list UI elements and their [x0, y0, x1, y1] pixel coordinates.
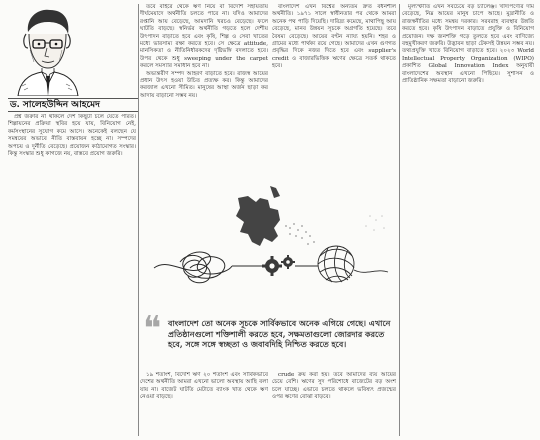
quote-icon: ❝ [143, 309, 162, 349]
article-column-1 [8, 114, 136, 436]
economy-illustration [140, 176, 396, 302]
column-1-text: প্রশ্ন জরুরি না থাকলে দেশ কিছুটা চলে যেতে পারত। শিল্পায়নের প্রক্রিয়া স্থবির হয়ে যায়, বিনিয়োগ নেই, কর্মসংস্থানের সুযোগ কমে আসে। অনেকেই বলছেন যে সমন্বয়ের অভাবে নীতি বাস্তবায়ন হচ্ছে না। সম্পদের অপচয় ও দুর্নীতি বেড়েছে। প্রয়োজন কাঠামোগত সংস্কার। কিন্তু সংস্কার শুধু কাগজে নয়, বাস্তবে প্রয়োগ জরুরি। [8, 114, 136, 158]
column-2-text-b: অভ্যন্তরীণ সম্পদ আহরণ বাড়াতে হবে। রাজস্ব আয়ের প্রধান উৎস হওয়া উচিত প্রত্যক্ষ কর। কিন্তু আমাদের করজাল এখনো সীমিত। মানুষের আস্থা অর্জন ছাড়া কর আদায় বাড়ানো সম্ভব নয়। [140, 70, 268, 99]
column-4-text: মূল্যস্ফীতি এখন সবচেয়ে বড় চ্যালেঞ্জ। খাদ্যপণ্যের দাম বেড়েছে, নিম্ন আয়ের মানুষ চাপে আছে। মুদ্রানীতি ও রাজস্বনীতির মধ্যে সমন্বয় দরকার। সরবরাহ ব্যবস্থার উন্নতি করতে হবে। কৃষি উৎপাদন বাড়াতে প্রযুক্তি ও বিনিয়োগ প্রয়োজন। দক্ষ জনশক্তি গড়ে তুলতে হবে এবং বাণিজ্যে বহুমুখীকরণ জরুরি। উদ্ভাবন ছাড়া টেকসই উন্নয়ন সম্ভব নয়। তথ্যপ্রযুক্তি খাতে বিনিয়োগ বাড়াতে হবে। ২০২৩ World Intellectual Property Organization (WIPO) প্রকাশিত Global Innovation Index অনুযায়ী বাংলাদেশের অবস্থান এখনো পিছিয়ে। সুশাসন ও প্রাতিষ্ঠানিক সক্ষমতা বাড়ানো জরুরি। [402, 4, 534, 85]
article-column-2-bottom [140, 372, 268, 436]
gear-icon [262, 255, 295, 276]
article-column-3-bottom [272, 372, 396, 436]
column-divider [399, 4, 400, 436]
pull-quote: বাংলাদেশ তো অনেক সূচকে সার্বিকভাবে অনেক এগিয়ে গেছে। এখানে প্রতিষ্ঠানগুলো শক্তিশালী করতে হবে, সক্ষমতাগুলো জোরদার করতে হবে, সঙ্গে সঙ্গে স্বচ্ছতা ও জবাবদিহি নিশ্চিত করতে হবে। [168, 318, 391, 349]
yarn-ball-icon [318, 246, 354, 282]
column-3-bottom-text: crude ক্রয় করা হয়। তবে আমাদের ব্যয় আয়ের চেয়ে বেশি। ঋণের সুদ পরিশোধে বাজেটের বড় অংশ চলে যাচ্ছে। এভাবে চলতে থাকলে ভবিষ্যৎ প্রজন্মের ওপর ঋণের বোঝা বাড়বে। [272, 372, 396, 401]
column-2-text-a: তবে বাইরে থেকে ঋণ নিয়ে বা বিদেশি সহায়তায় দীর্ঘমেয়াদে অর্থনীতি চলতে পারে না। যদিও আমাদের রপ্তানি আয় বেড়েছে, আমদানি খরচও বেড়েছে। ফলে ঘাটতি বাড়ছে। স্বনির্ভর অর্থনীতি গড়তে হলে দেশীয় উৎপাদন বাড়াতে হবে এবং কৃষি, শিল্প ও সেবা খাতের মধ্যে ভারসাম্য রক্ষা করতে হবে। সে ক্ষেত্রে attitude, মানসিকতা ও নীতিনির্ধারকদের দৃষ্টিভঙ্গি বদলাতে হবে। উপর থেকে শুধু sweeping under the carpet করলে সমস্যার সমাধান হবে না। [140, 4, 268, 70]
map-dots [285, 223, 315, 245]
article-column-2 [140, 4, 268, 174]
tangled-yarn [154, 252, 262, 283]
bangladesh-map [236, 186, 280, 246]
column-divider [138, 4, 139, 436]
article-column-3 [272, 4, 396, 174]
column-3-text: বাংলাদেশ এখন বিশ্বের অন্যতম দ্রুত বর্ধনশীল অর্থনীতি। ১৯৭১ সালে স্বাধীনতার পর থেকে আমরা অনেক পথ পাড়ি দিয়েছি। দারিদ্র্য কমেছে, মাথাপিছু আয় বেড়েছে, মানব উন্নয়ন সূচকে অগ্রগতি হয়েছে। তবে বৈষম্য বেড়েছে। আয়ের বণ্টন ন্যায্য হয়নি। শহর ও গ্রামের মধ্যে পার্থক্য রয়ে গেছে। আমাদের এখন গুণগত প্রবৃদ্ধির দিকে নজর দিতে হবে এবং supplier's credit ও বাজারভিত্তিক ঋণের ক্ষেত্রে সতর্ক থাকতে হবে। [272, 4, 396, 70]
article-column-4 [402, 4, 534, 436]
author-portrait [12, 4, 82, 96]
column-2-bottom-text: ১৯ শতাংশ, বিদেশি ঋণ ২০ শতাংশ এবং সার্বিকভাবে দেশের অর্থনীতি আমরা এখনো ভালো অবস্থায় আছি বলা যায় না। বাজেট ঘাটতি মেটাতে ব্যাংক খাত থেকে ঋণ নেওয়া বাড়ছে। [140, 372, 268, 401]
author-byline: ড. সালেহউদ্দিন আহমেদ [8, 98, 138, 112]
